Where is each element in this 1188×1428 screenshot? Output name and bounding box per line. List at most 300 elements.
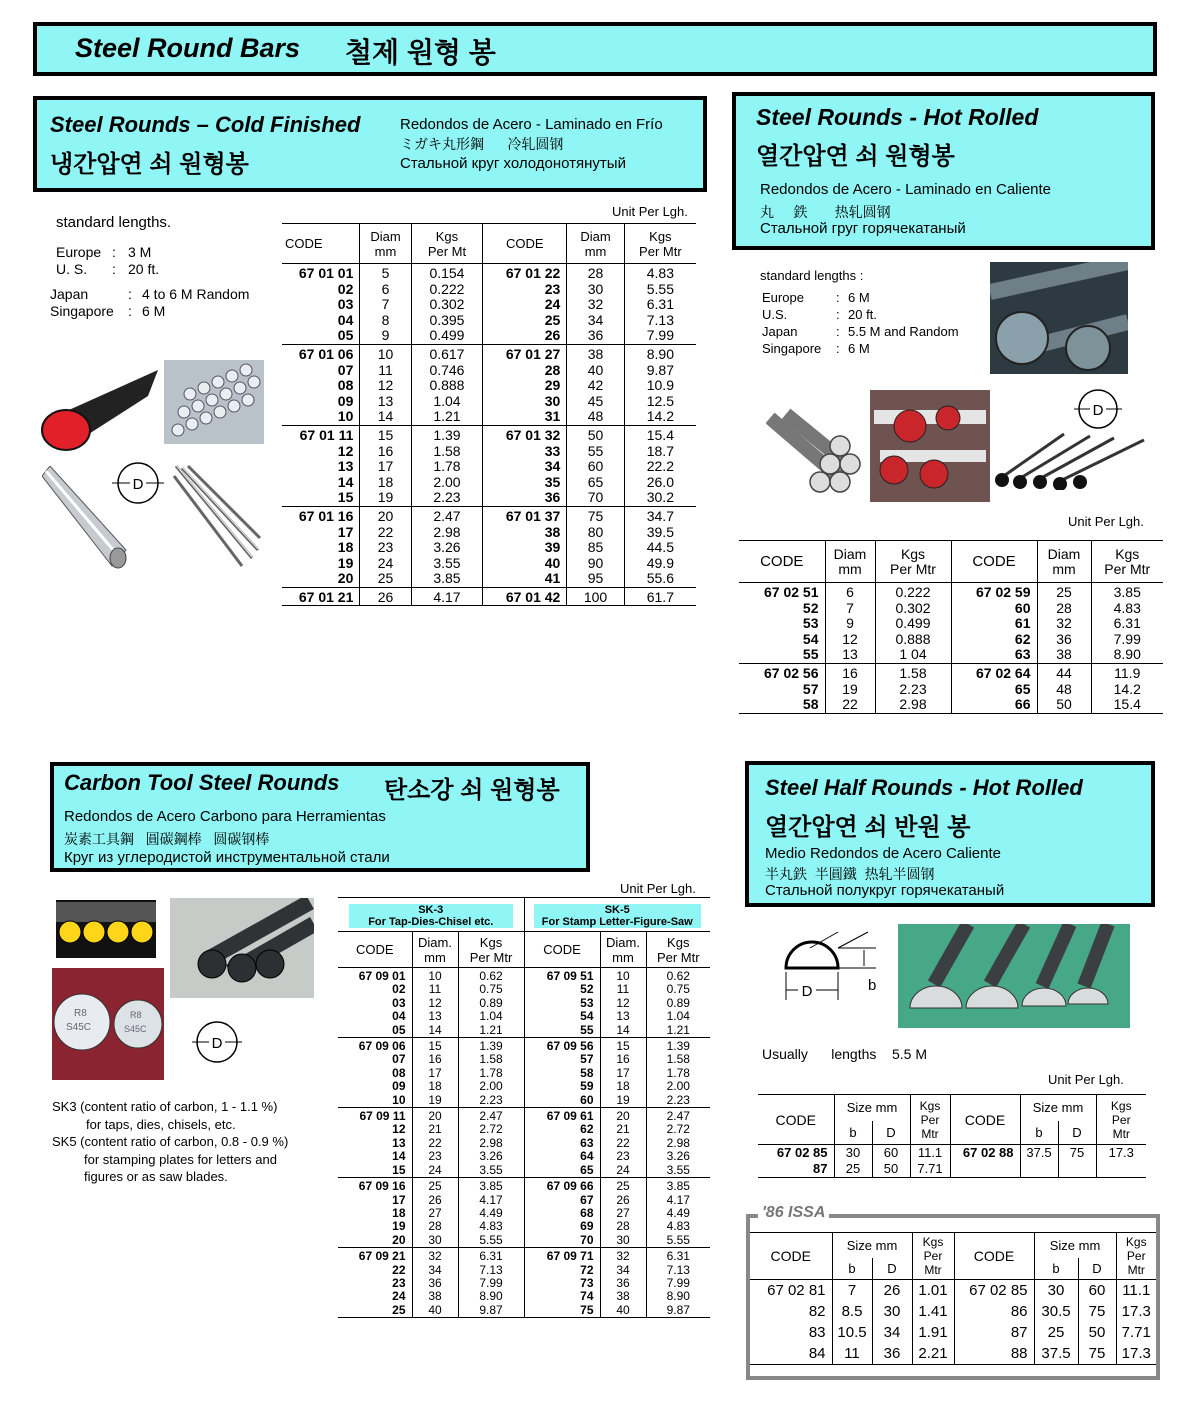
hot-bars-photo (990, 262, 1128, 374)
carbon-row (338, 1248, 710, 1264)
half-cell (1020, 1161, 1058, 1178)
cold-row (282, 344, 696, 362)
issa-h-code1: CODE (750, 1233, 832, 1280)
hot-h-code2: CODE (951, 541, 1037, 583)
issa-cell: 87 (954, 1322, 1034, 1343)
carbon-cell: 67 09 56 (524, 1038, 600, 1054)
cold-cell: 80 (567, 525, 624, 541)
carbon-row (338, 1178, 710, 1194)
cold-row (282, 328, 696, 344)
carbon-notes (52, 1098, 288, 1186)
carbon-cell: 1.58 (666, 1052, 690, 1067)
half-cell: 75 (1058, 1145, 1096, 1162)
half-title: Steel Half Rounds - Hot Rolled (765, 775, 1083, 800)
cold-cell: 10 (360, 344, 411, 362)
cold-cell: 12 (360, 378, 411, 394)
cold-h-code2: CODE (483, 224, 567, 264)
issa-cell: 34 (872, 1322, 912, 1343)
carbon-cell: 0.75 (666, 982, 690, 997)
carbon-cell: 67 09 21 (338, 1248, 412, 1264)
cold-cell: 40 (483, 556, 567, 572)
cold-cell: 1.21 (411, 409, 483, 425)
issa-row (750, 1280, 1156, 1302)
cold-title: Steel Rounds – Cold Finished (50, 112, 361, 137)
carbon-cell: 17 (338, 1194, 412, 1207)
cold-cell: 26 (360, 587, 411, 606)
carbon-cell: 67 09 51 (524, 968, 600, 984)
carbon-h-code1: CODE (338, 932, 412, 968)
carbon-cell: 68 (524, 1207, 600, 1220)
cold-row (282, 282, 696, 298)
issa-cell: 30 (1034, 1280, 1078, 1302)
carbon-cell: 40 (412, 1304, 458, 1318)
half-cell: 25 (834, 1161, 872, 1178)
note-sk3-a: SK3 (content ratio of carbon, 1 - 1.1 %) (52, 1099, 278, 1114)
half-ru: Стальной полукруг горячекатаный (765, 882, 1005, 899)
cold-cell: 67 01 22 (483, 264, 567, 282)
issa-cell: 82 (750, 1301, 832, 1322)
hot-diameter-label: D (1092, 402, 1104, 419)
half-h-kgs1: Kgs Per Mtr (910, 1095, 950, 1145)
carbon-cell: 4.17 (458, 1194, 524, 1207)
half-cell: 37.5 (1020, 1145, 1058, 1162)
carbon-cell: 1.58 (458, 1053, 524, 1066)
cold-cell: 38 (483, 525, 567, 541)
cold-cell: 4.17 (411, 587, 483, 606)
half-cell: 87 (758, 1161, 834, 1178)
hot-cell: 4.83 (1113, 599, 1141, 616)
cold-jp: ミガキ丸形鋼 (400, 136, 484, 152)
half-cell: 30 (834, 1145, 872, 1162)
hot-len-singapore: Singapore : 6 M (762, 341, 870, 356)
carbon-cell: 15 (600, 1038, 646, 1054)
carbon-cell: 1.39 (646, 1038, 710, 1054)
carbon-cell: 53 (524, 997, 600, 1010)
hot-cell: 9 (825, 616, 875, 632)
carbon-cell: 2.47 (646, 1108, 710, 1124)
cold-cell: 1.58 (411, 444, 483, 460)
cold-len-singapore: Singapore : 6 M (50, 303, 166, 319)
cold-ru: Стальной круг холодонотянутый (400, 155, 626, 172)
issa-cell: 50 (1078, 1322, 1116, 1343)
cold-cell: 23 (483, 282, 567, 298)
carbon-cell: 2.23 (666, 1092, 690, 1107)
issa-h-kgs2: Kgs Per Mtr (1116, 1233, 1156, 1280)
cold-row (282, 490, 696, 506)
carbon-cell: 4.83 (458, 1220, 524, 1233)
cold-h-kgs1: Kgs Per Mt (411, 224, 483, 264)
issa-h-kgs1: Kgs Per Mtr (912, 1233, 954, 1280)
cold-len-japan: Japan : 4 to 6 M Random (50, 286, 250, 302)
hot-cell: 48 (1037, 682, 1091, 698)
cold-cn: 冷轧圆钢 (507, 136, 564, 152)
cold-cell: 02 (282, 282, 360, 298)
hot-cell: 67 02 59 (951, 583, 1037, 601)
carbon-cell: 13 (338, 1137, 412, 1150)
carbon-cell: 64 (524, 1150, 600, 1163)
carbon-cell: 15 (338, 1164, 412, 1178)
cold-cell: 13 (282, 459, 360, 475)
carbon-cell: 54 (524, 1010, 600, 1023)
cold-cell: 7.99 (646, 327, 674, 344)
cold-cell: 32 (567, 297, 624, 313)
carbon-cell: 5.55 (458, 1234, 524, 1248)
carbon-cell: 0.62 (458, 968, 524, 984)
carbon-row (338, 1137, 710, 1150)
carbon-cell: 7.99 (666, 1275, 690, 1290)
half-row (758, 1161, 1146, 1178)
hot-cell: 58 (739, 697, 825, 713)
s45c-label-2: S45C (124, 1024, 147, 1034)
carbon-cell: 2.23 (458, 1094, 524, 1108)
carbon-cell: 8.90 (458, 1290, 524, 1303)
carbon-cell: 65 (524, 1164, 600, 1178)
cold-cell: 61.7 (624, 587, 696, 606)
cold-len-europe: Europe : 3 M (56, 244, 152, 260)
carbon-cell: 67 09 66 (524, 1178, 600, 1194)
carbon-cell: 36 (600, 1277, 646, 1290)
cold-cell: 14 (360, 409, 411, 425)
cold-cell: 49.9 (646, 554, 674, 571)
carbon-row (338, 1038, 710, 1054)
issa-cell: 1.41 (912, 1301, 954, 1322)
carbon-es: Redondos de Acero Carbono para Herramientas (64, 808, 386, 825)
cold-cell: 9 (360, 328, 411, 344)
half-h-code1: CODE (758, 1095, 834, 1145)
cold-cell: 0.888 (411, 378, 483, 394)
cold-cell: 0.302 (411, 297, 483, 313)
carbon-cell: 60 (524, 1094, 600, 1108)
carbon-row (338, 1290, 710, 1303)
hot-cell: 38 (1037, 647, 1091, 663)
carbon-cell: 12 (412, 997, 458, 1010)
issa-h-d2: D (1078, 1258, 1116, 1280)
hot-row (739, 647, 1163, 663)
cold-cell: 67 01 16 (282, 506, 360, 524)
hot-cell: 0.222 (875, 583, 951, 601)
cold-cell: 07 (282, 363, 360, 379)
issa-label: '86 ISSA (758, 1204, 829, 1222)
hot-unit: Unit Per Lgh. (1068, 514, 1144, 529)
carbon-row (338, 1067, 710, 1080)
cold-cell: 2.98 (411, 525, 483, 541)
hot-cell: 62 (951, 632, 1037, 648)
hot-cell: 50 (1037, 697, 1091, 713)
cold-cell: 36 (567, 328, 624, 344)
carbon-title: Carbon Tool Steel Rounds (64, 770, 340, 795)
red-rod-image (40, 362, 158, 452)
carbon-row (338, 1053, 710, 1066)
carbon-h-kgs1: Kgs Per Mtr (458, 932, 524, 968)
carbon-row (338, 1150, 710, 1163)
hot-cell: 11.9 (1091, 663, 1163, 681)
carbon-cell: 21 (412, 1123, 458, 1136)
cold-cell: 14 (282, 475, 360, 491)
carbon-cell: 08 (338, 1067, 412, 1080)
carbon-cell: 9.87 (458, 1304, 524, 1318)
carbon-cell: 2.72 (666, 1122, 690, 1137)
half-cell: 11.1 (910, 1145, 950, 1162)
carbon-cell: 19 (600, 1094, 646, 1108)
issa-row (750, 1343, 1156, 1365)
hot-cell: 15.4 (1091, 697, 1163, 713)
half-row (758, 1145, 1146, 1162)
hot-cell: 44 (1037, 663, 1091, 681)
carbon-cell: 0.62 (646, 968, 710, 984)
cold-cell: 15 (360, 425, 411, 443)
carbon-cell: 5.55 (666, 1232, 690, 1247)
hot-cell: 67 02 56 (739, 663, 825, 681)
carbon-cell: 16 (600, 1053, 646, 1066)
red-end-rods-image (870, 390, 990, 502)
carbon-cell: 18 (600, 1080, 646, 1093)
issa-cell: 7.71 (1121, 1324, 1151, 1341)
carbon-cell: 4.49 (458, 1207, 524, 1220)
half-usually: Usually lengths 5.5 M (762, 1046, 927, 1062)
carbon-cell: 11 (600, 983, 646, 996)
carbon-cell: 57 (524, 1053, 600, 1066)
cold-cell: 67 01 42 (483, 587, 567, 606)
half-rounds-photo (898, 924, 1130, 1028)
carbon-cell: 14 (338, 1150, 412, 1163)
carbon-cell: 2.47 (458, 1108, 524, 1124)
carbon-cell: 24 (338, 1290, 412, 1303)
carbon-row (338, 983, 710, 996)
carbon-cell: 27 (412, 1207, 458, 1220)
carbon-cell: 13 (600, 1010, 646, 1023)
hot-title: Steel Rounds - Hot Rolled (756, 104, 1039, 130)
cold-cell: 36 (483, 490, 567, 506)
cold-cell: 67 01 21 (282, 587, 360, 606)
cold-cell: 22 (360, 525, 411, 541)
issa-cell: 75 (1078, 1343, 1116, 1365)
carbon-cell: 22 (338, 1264, 412, 1277)
carbon-title-ko: 탄소강 쇠 원형봉 (384, 777, 560, 804)
cold-cell: 6 (360, 282, 411, 298)
rod-bundle-image (164, 360, 264, 444)
carbon-cell: 28 (412, 1220, 458, 1233)
carbon-cell: 3.26 (458, 1150, 524, 1163)
carbon-cell: 30 (412, 1234, 458, 1248)
carbon-cell: 03 (338, 997, 412, 1010)
cold-row (282, 506, 696, 524)
cold-cell: 65 (567, 475, 624, 491)
cold-cell: 0.746 (411, 363, 483, 379)
half-es: Medio Redondos de Acero Caliente (765, 845, 1001, 862)
cold-cell: 34 (567, 313, 624, 329)
half-h-b1: b (834, 1121, 872, 1145)
hot-cell: 61 (951, 616, 1037, 632)
carbon-cell: 1.04 (458, 1010, 524, 1023)
cold-cell: 18.7 (646, 442, 674, 459)
issa-cell: 30.5 (1034, 1301, 1078, 1322)
hot-title-ko: 열간압연 쇠 원형봉 (756, 143, 955, 170)
half-cell: 7.71 (910, 1161, 950, 1178)
carbon-h-diam1: Diam. mm (412, 932, 458, 968)
cold-jp-cn (400, 136, 563, 153)
issa-row (750, 1322, 1156, 1343)
carbon-row (338, 1164, 710, 1178)
carbon-cell: 8.90 (666, 1289, 690, 1304)
carbon-cell: 3.85 (646, 1178, 710, 1194)
issa-cell: 26 (872, 1280, 912, 1302)
half-table (758, 1094, 1146, 1178)
cold-row (282, 475, 696, 491)
hot-std-label: standard lengths : (760, 268, 864, 283)
half-cell: 60 (872, 1145, 910, 1162)
half-round-diagram (780, 930, 890, 1004)
note-sk5-a: SK5 (content ratio of carbon, 0.8 - 0.9 %) (52, 1134, 289, 1149)
carbon-cell: 73 (524, 1277, 600, 1290)
cold-cell: 6.31 (646, 296, 674, 313)
cold-cell: 67 01 01 (282, 264, 360, 282)
carbon-row (338, 1220, 710, 1233)
cold-cell: 28 (483, 363, 567, 379)
hot-len-us: U.S. : 20 ft. (762, 307, 877, 322)
carbon-cell: 05 (338, 1024, 412, 1038)
cold-cell: 7 (360, 297, 411, 313)
cold-cell: 85 (567, 540, 624, 556)
carbon-row (338, 1207, 710, 1220)
carbon-h-diam2: Diam. mm (600, 932, 646, 968)
cold-cell: 22.2 (646, 458, 674, 475)
hot-cell: 7 (825, 601, 875, 617)
hot-cell: 6.31 (1113, 615, 1141, 632)
carbon-cell: 1.21 (666, 1022, 690, 1037)
carbon-cell: 2.00 (666, 1079, 690, 1094)
cold-cell: 18 (282, 540, 360, 556)
cold-h-kgs2: Kgs Per Mtr (624, 224, 696, 264)
cold-cell: 0.222 (411, 282, 483, 298)
hot-cell: 60 (951, 601, 1037, 617)
cold-cell: 48 (567, 409, 624, 425)
cold-cell: 08 (282, 378, 360, 394)
carbon-cell: 25 (412, 1178, 458, 1194)
carbon-cell: 7.13 (458, 1264, 524, 1277)
carbon-row (338, 1010, 710, 1023)
carbon-cell: 72 (524, 1264, 600, 1277)
half-h-b2: b (1020, 1121, 1058, 1145)
cold-h-code1: CODE (282, 224, 360, 264)
cold-cell: 67 01 37 (483, 506, 567, 524)
cold-row (282, 525, 696, 541)
carbon-cell: 12 (600, 997, 646, 1010)
cold-cell: 100 (567, 587, 624, 606)
cold-cell: 25 (483, 313, 567, 329)
cold-cell: 3.55 (411, 556, 483, 572)
carbon-header (50, 762, 590, 872)
hot-cell: 25 (1037, 583, 1091, 601)
carbon-cell: 38 (412, 1290, 458, 1303)
cold-row (282, 425, 696, 443)
cold-cell: 24 (360, 556, 411, 572)
hot-cell: 28 (1037, 601, 1091, 617)
carbon-row (338, 1304, 710, 1318)
cold-cell: 17 (282, 525, 360, 541)
carbon-cell: 09 (338, 1080, 412, 1093)
issa-cell: 7 (832, 1280, 872, 1302)
carbon-row (338, 1108, 710, 1124)
cold-cell: 12.5 (646, 392, 674, 409)
issa-h-d1: D (872, 1258, 912, 1280)
carbon-cell: 62 (524, 1123, 600, 1136)
cold-cell: 18 (360, 475, 411, 491)
cold-cell: 2.23 (411, 490, 483, 506)
cold-cell: 19 (282, 556, 360, 572)
hot-cell: 8.90 (1113, 646, 1141, 663)
carbon-row (338, 968, 710, 984)
carbon-cell: 9.87 (646, 1304, 710, 1318)
cold-row (282, 363, 696, 379)
cold-row (282, 313, 696, 329)
carbon-cell: 7.99 (458, 1277, 524, 1290)
cold-cell: 1.78 (411, 459, 483, 475)
carbon-cell: 34 (412, 1264, 458, 1277)
hot-h-diam1: Diam mm (825, 541, 875, 583)
cold-cell: 55 (567, 444, 624, 460)
carbon-cell: 2.72 (458, 1123, 524, 1136)
cold-cell: 0.395 (411, 313, 483, 329)
carbon-cell: 24 (412, 1164, 458, 1178)
sk5-header: SK-5 For Stamp Letter-Figure-Saw (524, 898, 710, 932)
carbon-row (338, 1080, 710, 1093)
half-title-ko: 열간압연 쇠 반원 봉 (765, 814, 971, 841)
hot-diameter-icon (1072, 388, 1124, 430)
carbon-ru: Круг из углеродистой инструментальной стали (64, 849, 390, 866)
issa-cell: 37.5 (1034, 1343, 1078, 1365)
carbon-cell: 14 (412, 1024, 458, 1038)
cold-row (282, 444, 696, 460)
cold-unit: Unit Per Lgh. (612, 204, 688, 219)
carbon-h-code2: CODE (524, 932, 600, 968)
cold-cell: 20 (360, 506, 411, 524)
yellow-rods-image (56, 900, 156, 958)
carbon-cell: 10 (412, 968, 458, 984)
cold-row (282, 409, 696, 425)
half-cell: 17.3 (1108, 1145, 1134, 1160)
carbon-cell: 02 (338, 983, 412, 996)
sk3-header: SK-3 For Tap-Dies-Chisel etc. (338, 898, 524, 932)
issa-box (746, 1204, 1160, 1380)
carbon-cell: 70 (524, 1234, 600, 1248)
carbon-cell: 38 (600, 1290, 646, 1303)
hot-cell: 13 (825, 647, 875, 663)
hot-h-code1: CODE (739, 541, 825, 583)
cold-cell: 44.5 (646, 539, 674, 556)
cold-cell: 26.0 (646, 473, 674, 490)
issa-table (750, 1232, 1156, 1365)
issa-h-b1: b (832, 1258, 872, 1280)
carbon-cell: 0.89 (666, 995, 690, 1010)
carbon-cell: 2.00 (458, 1080, 524, 1093)
hot-cell: 16 (825, 663, 875, 681)
cold-cell: 95 (567, 571, 624, 587)
r8-label-1: R8 (74, 1008, 87, 1019)
carbon-diameter-label: D (211, 1035, 223, 1052)
cold-cell: 45 (567, 394, 624, 410)
cold-row (282, 394, 696, 410)
carbon-cell: 12 (338, 1123, 412, 1136)
cold-cell: 15 (282, 490, 360, 506)
hot-cell: 0.302 (875, 601, 951, 617)
carbon-row (338, 1234, 710, 1248)
carbon-cell: 19 (412, 1094, 458, 1108)
hot-cell: 0.888 (875, 632, 951, 648)
cold-cell: 04 (282, 313, 360, 329)
carbon-cell: 22 (600, 1137, 646, 1150)
carbon-cell: 67 09 71 (524, 1248, 600, 1264)
s45c-label-1: S45C (66, 1022, 92, 1033)
